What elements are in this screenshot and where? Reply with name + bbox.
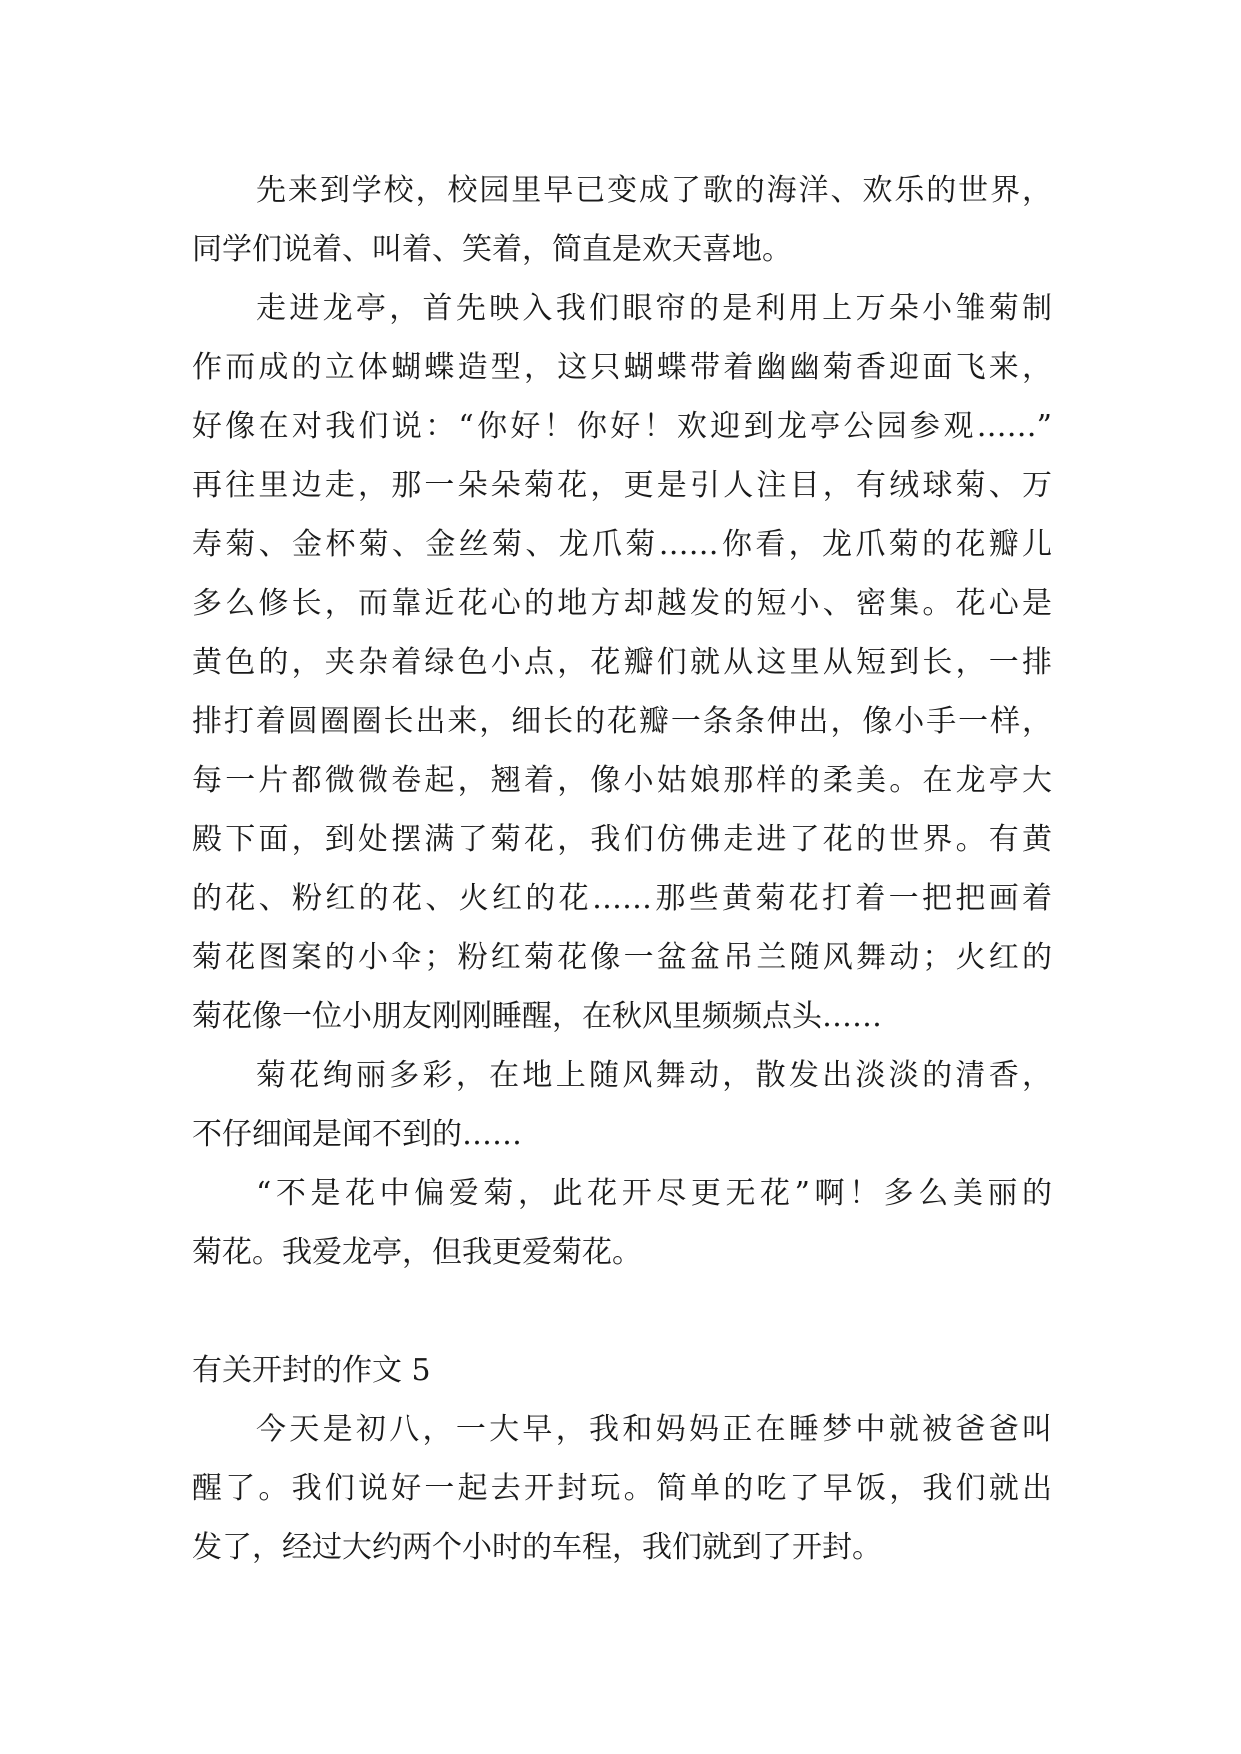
text-line: “不是花中偏爱菊，此花开尽更无花”啊！多么美丽的 (256, 1176, 1052, 1211)
section-heading: 有关开封的作文 5 (192, 1353, 431, 1388)
text-line: 寿菊、金杯菊、金丝菊、龙爪菊……你看，龙爪菊的花瓣儿 (192, 527, 1052, 562)
paragraph (192, 1400, 1052, 1577)
text-line: 不仔细闻是闻不到的…… (192, 1117, 522, 1152)
text-line: 同学们说着、叫着、笑着，简直是欢天喜地。 (192, 232, 792, 267)
text-line: 排打着圆圈圈长出来，细长的花瓣一条条伸出，像小手一样， (192, 704, 1052, 739)
paragraph (192, 161, 1052, 279)
text-line: 菊花图案的小伞；粉红菊花像一盆盆吊兰随风舞动；火红的 (192, 940, 1052, 975)
paragraph (192, 1046, 1052, 1164)
paragraph (192, 1164, 1052, 1282)
text-line: 菊花像一位小朋友刚刚睡醒，在秋风里频频点头…… (192, 999, 882, 1034)
text-line: 走进龙亭，首先映入我们眼帘的是利用上万朵小雏菊制 (256, 291, 1052, 326)
text-line: 作而成的立体蝴蝶造型，这只蝴蝶带着幽幽菊香迎面飞来， (192, 350, 1052, 385)
text-line: 的花、粉红的花、火红的花……那些黄菊花打着一把把画着 (192, 881, 1052, 916)
text-line: 好像在对我们说：“你好！你好！欢迎到龙亭公园参观……” (192, 409, 1052, 444)
text-line: 菊花绚丽多彩，在地上随风舞动，散发出淡淡的清香， (256, 1058, 1052, 1093)
blank-line (192, 1282, 1052, 1341)
text-line: 发了，经过大约两个小时的车程，我们就到了开封。 (192, 1530, 882, 1565)
text-line: 醒了。我们说好一起去开封玩。简单的吃了早饭，我们就出 (192, 1471, 1052, 1506)
document-body (192, 161, 1052, 1577)
text-line: 先来到学校，校园里早已变成了歌的海洋、欢乐的世界， (256, 173, 1052, 208)
text-line: 菊花。我爱龙亭，但我更爱菊花。 (192, 1235, 642, 1270)
text-line: 今天是初八，一大早，我和妈妈正在睡梦中就被爸爸叫 (256, 1412, 1052, 1447)
text-line: 多么修长，而靠近花心的地方却越发的短小、密集。花心是 (192, 586, 1052, 621)
text-line: 再往里边走，那一朵朵菊花，更是引人注目，有绒球菊、万 (192, 468, 1052, 503)
paragraph (192, 279, 1052, 1046)
text-line: 每一片都微微卷起，翘着，像小姑娘那样的柔美。在龙亭大 (192, 763, 1052, 798)
text-line: 黄色的，夹杂着绿色小点，花瓣们就从这里从短到长，一排 (192, 645, 1052, 680)
text-line: 殿下面，到处摆满了菊花，我们仿佛走进了花的世界。有黄 (192, 822, 1052, 857)
